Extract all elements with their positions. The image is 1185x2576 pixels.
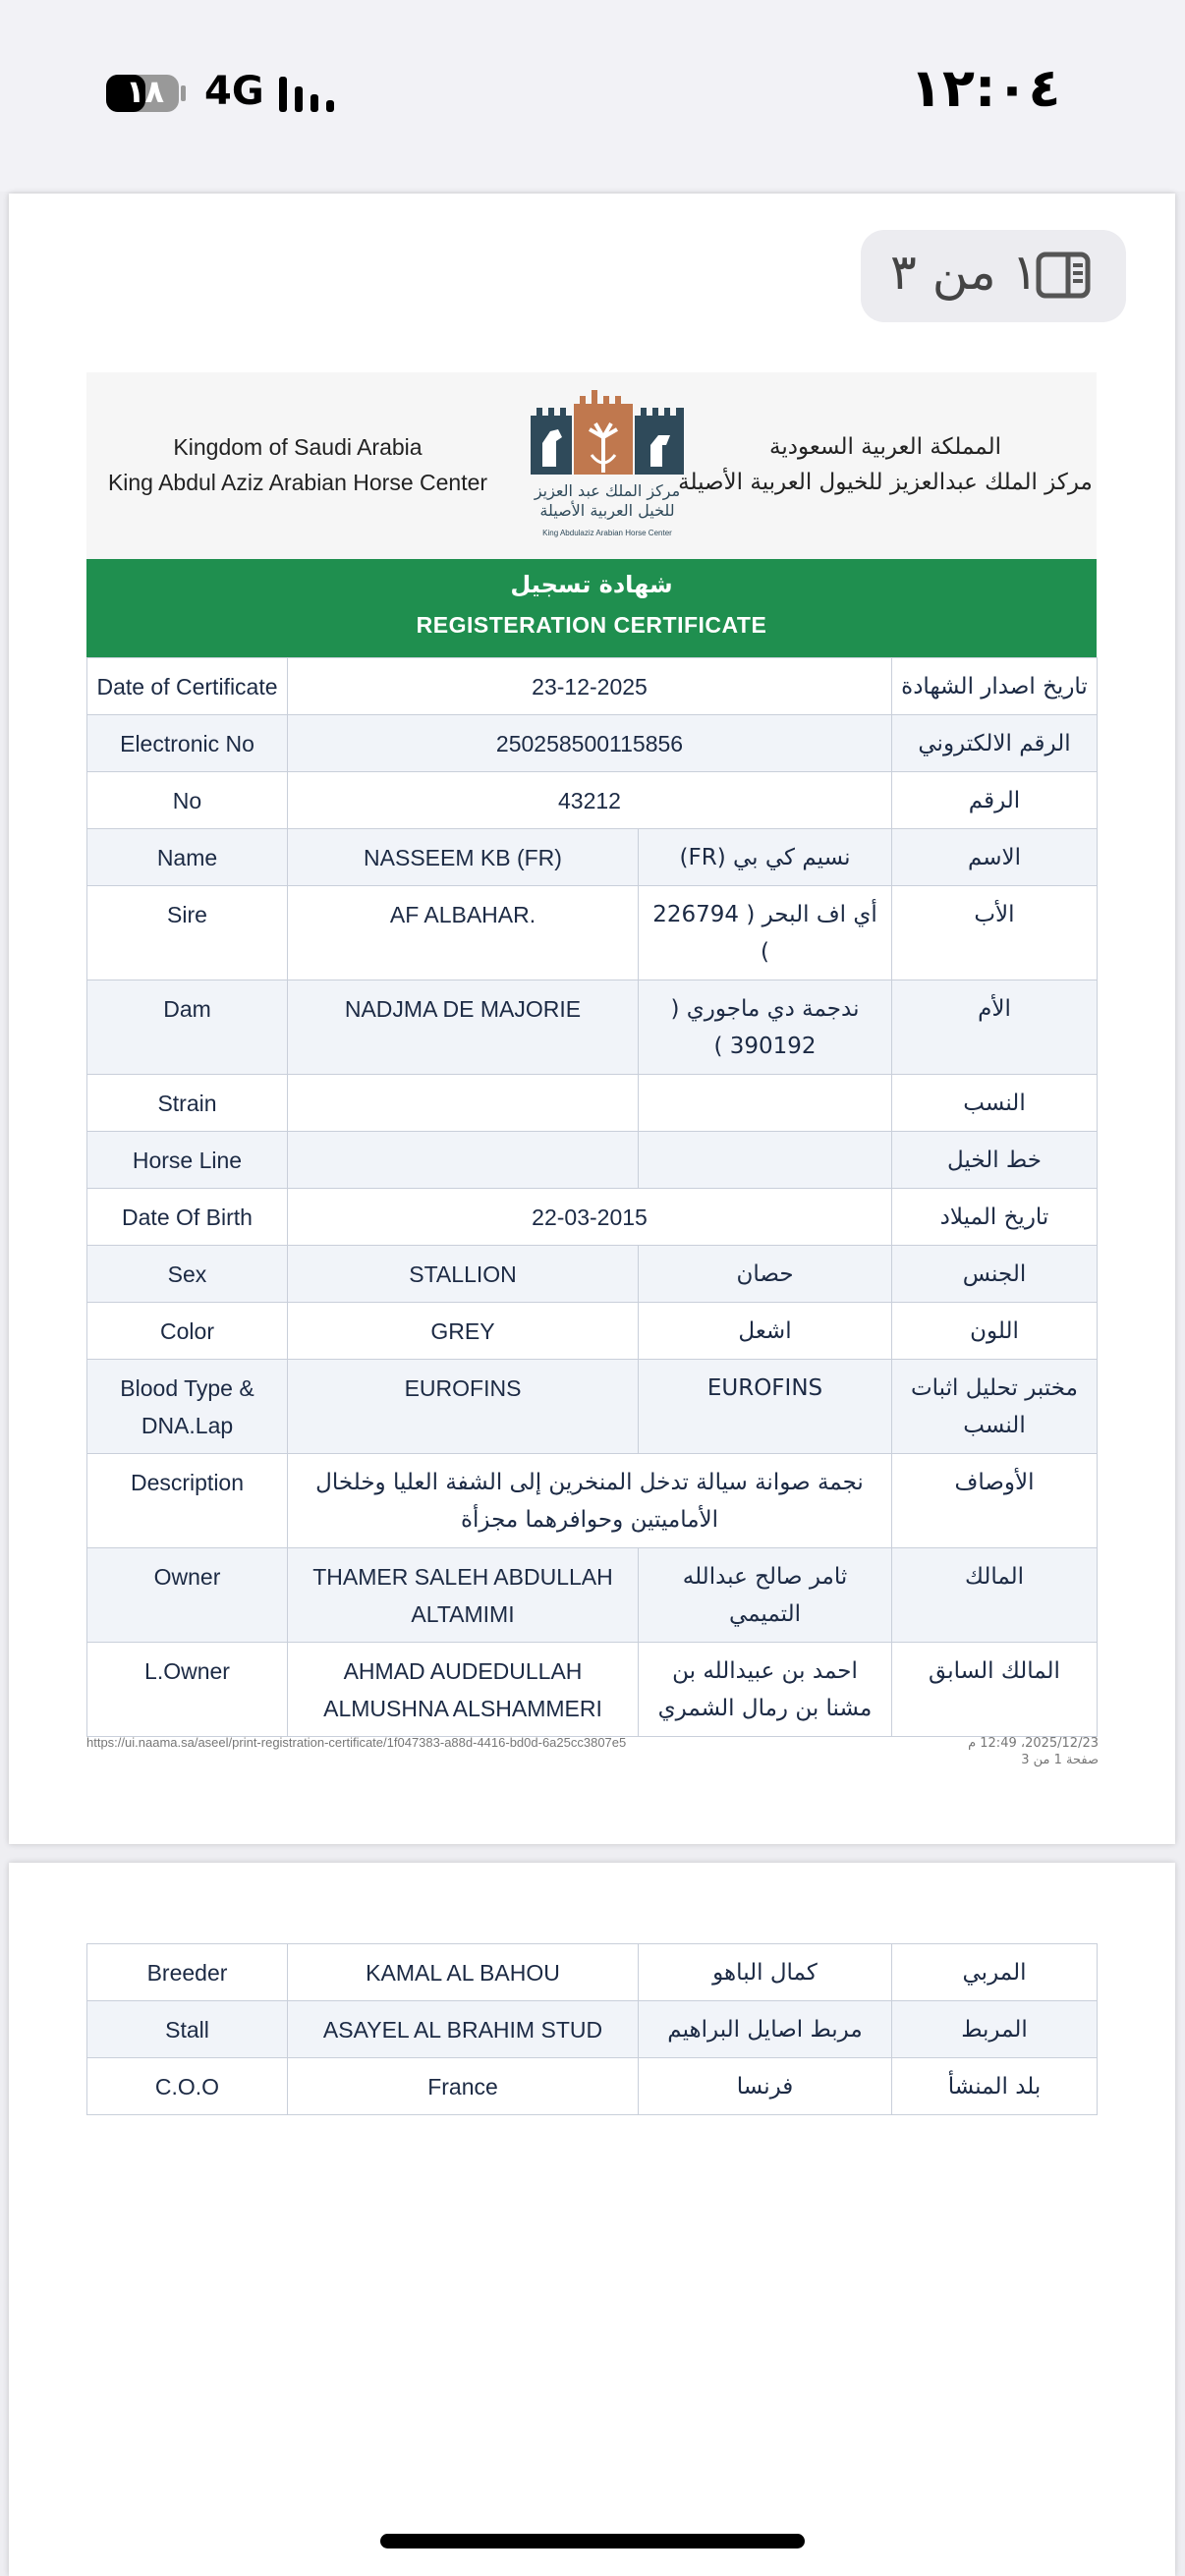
table-row	[87, 1132, 1098, 1189]
header-arabic	[674, 429, 1097, 500]
page-indicator[interactable]	[861, 230, 1126, 322]
logo-en: King Abdulaziz Arabian Horse Center	[542, 529, 672, 537]
table-row	[87, 980, 1098, 1075]
print-date	[924, 1735, 1099, 1768]
field-value-ar: مربط اصايل البراهيم	[639, 2001, 892, 2058]
field-label-en: Sex	[87, 1246, 288, 1303]
field-label-ar: الجنس	[892, 1246, 1098, 1303]
field-label-ar: المالك السابق	[892, 1643, 1098, 1737]
field-value: 23-12-2025	[288, 658, 892, 715]
field-value-en: KAMAL AL BAHOU	[288, 1944, 639, 2001]
field-value-ar: نسيم كي بي (FR)	[639, 829, 892, 886]
signal-icon	[277, 73, 338, 116]
center-logo-icon	[527, 386, 688, 545]
field-value-ar	[639, 1132, 892, 1189]
table-row	[87, 886, 1098, 980]
table-row	[87, 1246, 1098, 1303]
table-row	[87, 2001, 1098, 2058]
field-value-en	[288, 1075, 639, 1132]
status-bar	[0, 0, 1185, 192]
field-label-en: Stall	[87, 2001, 288, 2058]
table-row	[87, 1075, 1098, 1132]
network-type: 4G	[204, 69, 264, 114]
field-label-ar: الأب	[892, 886, 1098, 980]
title-english: REGISTERATION CERTIFICATE	[416, 612, 767, 638]
field-label-en: Electronic No	[87, 715, 288, 772]
field-value-ar: فرنسا	[639, 2058, 892, 2115]
field-label-ar: مختبر تحليل اثبات النسب	[892, 1360, 1098, 1454]
field-label-en: Horse Line	[87, 1132, 288, 1189]
battery-level: ١٨	[126, 73, 165, 110]
battery-icon	[104, 73, 187, 114]
field-value-en: GREY	[288, 1303, 639, 1360]
field-value-ar: أي اف البحر ( 226794 )	[639, 886, 892, 980]
home-indicator[interactable]	[380, 2534, 805, 2548]
field-value: نجمة صوانة سيالة تدخل المنخرين إلى الشفة العليا وخلخال الأماميتين وحوافرهما مجزأة	[288, 1454, 892, 1548]
field-value-en: AF ALBAHAR.	[288, 886, 639, 980]
field-value-en: NASSEEM KB (FR)	[288, 829, 639, 886]
field-label-en: Date of Certificate	[87, 658, 288, 715]
field-label-en: Dam	[87, 980, 288, 1075]
field-label-ar: الأوصاف	[892, 1454, 1098, 1548]
field-label-en: Color	[87, 1303, 288, 1360]
field-label-en: Date Of Birth	[87, 1189, 288, 1246]
table-row	[87, 1303, 1098, 1360]
field-label-en: Name	[87, 829, 288, 886]
field-value-en: ASAYEL AL BRAHIM STUD	[288, 2001, 639, 2058]
field-value-en	[288, 1132, 639, 1189]
field-value-en: STALLION	[288, 1246, 639, 1303]
field-value-ar: اشعل	[639, 1303, 892, 1360]
page-indicator-label: ١ من ٣	[890, 244, 1039, 301]
field-label-ar: تاريخ اصدار الشهادة	[892, 658, 1098, 715]
field-label-ar: الرقم الالكتروني	[892, 715, 1098, 772]
field-value-ar: ندجمة دي ماجوري ( 390192 )	[639, 980, 892, 1075]
field-label-en: No	[87, 772, 288, 829]
field-label-ar: خط الخيل	[892, 1132, 1098, 1189]
field-label-ar: المربط	[892, 2001, 1098, 2058]
field-value-ar: ثامر صالح عبدالله التميمي	[639, 1548, 892, 1643]
table-row	[87, 1360, 1098, 1454]
field-value-en: France	[288, 2058, 639, 2115]
field-label-en: C.O.O	[87, 2058, 288, 2115]
field-value-ar: EUROFINS	[639, 1360, 892, 1454]
field-value-ar: احمد بن عبيدالله بن مشنا بن رمال الشمري	[639, 1643, 892, 1737]
field-label-ar: النسب	[892, 1075, 1098, 1132]
print-url[interactable]: https://ui.naama.sa/aseel/print-registration-certificate/1f047383-a88d-4416-bd0d-6a25cc3807e5	[86, 1735, 627, 1750]
header-english	[86, 429, 509, 500]
table-row	[87, 1944, 1098, 2001]
sidebar-toggle-icon	[1036, 252, 1091, 299]
field-label-ar: المالك	[892, 1548, 1098, 1643]
certificate-table-page1	[86, 657, 1099, 1721]
field-value-ar: كمال الباهو	[639, 1944, 892, 2001]
logo-ar-line2: للخيل العربية الأصيلة	[539, 501, 675, 520]
table-row	[87, 1643, 1098, 1737]
title-arabic: شهادة تسجيل	[510, 571, 673, 598]
header-ar-line2: مركز الملك عبدالعزيز للخيول العربية الأصيلة	[678, 470, 1093, 495]
header-en-line2: King Abdul Aziz Arabian Horse Center	[107, 470, 488, 495]
field-label-ar: اللون	[892, 1303, 1098, 1360]
field-value-ar: حصان	[639, 1246, 892, 1303]
table-row	[87, 772, 1098, 829]
field-label-ar: المربي	[892, 1944, 1098, 2001]
field-label-en: Strain	[87, 1075, 288, 1132]
field-value-en: EUROFINS	[288, 1360, 639, 1454]
field-label-ar: الرقم	[892, 772, 1098, 829]
certificate-title-banner	[86, 559, 1097, 657]
clock: ١٢:٠٤	[910, 57, 1061, 119]
field-label-en: Breeder	[87, 1944, 288, 2001]
field-label-ar: الاسم	[892, 829, 1098, 886]
print-date-value: 2025/12/23، 12:49 م	[968, 1736, 1099, 1751]
certificate-table-page2	[86, 1943, 1098, 2115]
field-label-en: Sire	[87, 886, 288, 980]
table-row	[87, 1548, 1098, 1643]
field-label-ar: تاريخ الميلاد	[892, 1189, 1098, 1246]
header-en-line1: Kingdom of Saudi Arabia	[173, 434, 423, 460]
field-label-en: Description	[87, 1454, 288, 1548]
field-value: 43212	[288, 772, 892, 829]
table-row	[87, 715, 1098, 772]
field-value: 22-03-2015	[288, 1189, 892, 1246]
certificate-header	[86, 372, 1097, 559]
field-value-en: AHMAD AUDEDULLAH ALMUSHNA ALSHAMMERI	[288, 1643, 639, 1737]
field-value: 250258500115856	[288, 715, 892, 772]
print-page-number: صفحة 1 من 3	[1021, 1753, 1099, 1767]
field-label-en: Owner	[87, 1548, 288, 1643]
table-row	[87, 1454, 1098, 1548]
field-value-en: NADJMA DE MAJORIE	[288, 980, 639, 1075]
field-label-ar: بلد المنشأ	[892, 2058, 1098, 2115]
table-row	[87, 1189, 1098, 1246]
logo-ar-line1: مركز الملك عبد العزيز	[534, 481, 681, 500]
field-label-ar: الأم	[892, 980, 1098, 1075]
field-label-en: L.Owner	[87, 1643, 288, 1737]
field-value-ar	[639, 1075, 892, 1132]
field-value-en: THAMER SALEH ABDULLAH ALTAMIMI	[288, 1548, 639, 1643]
table-row	[87, 2058, 1098, 2115]
field-label-en: Blood Type & DNA.Lap	[87, 1360, 288, 1454]
table-row	[87, 658, 1098, 715]
header-ar-line1: المملكة العربية السعودية	[769, 434, 1001, 460]
table-row	[87, 829, 1098, 886]
